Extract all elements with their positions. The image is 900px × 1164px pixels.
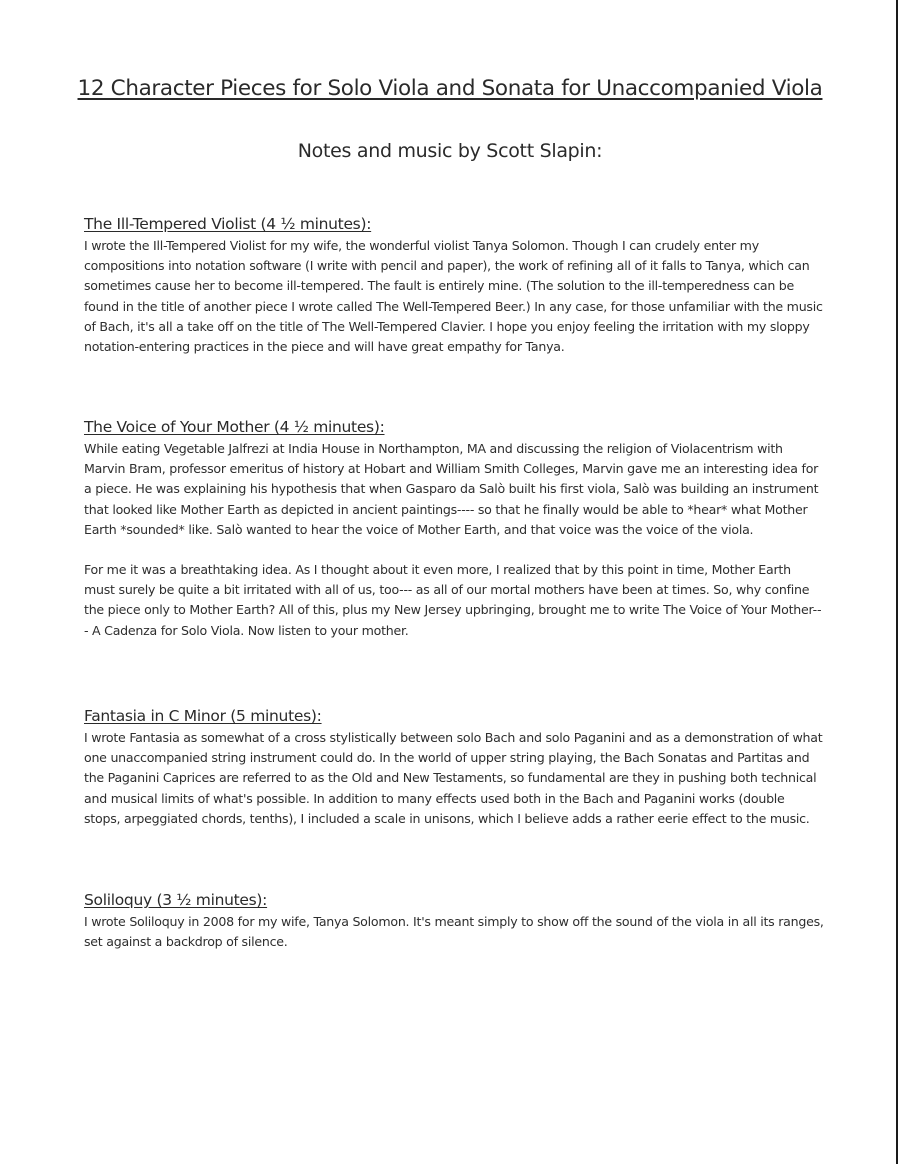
section-fantasia-in-c-minor [84, 706, 824, 829]
section-paragraph: For me it was a breathtaking idea. As I thought about it even more, I realized that by this point in time, Mother Earth must surely be quite a bit irritated with all of us, too--- as all of our mortal mothers have been at times. So, why confine the piece only to Mother Earth? All of this, plus my New Jersey upbringing, brought me to write The Voice of Your Mother--- A Cadenza for Solo Viola. Now listen to your mother. [84, 562, 822, 638]
section-paragraph: I wrote Fantasia as somewhat of a cross stylistically between solo Bach and solo Paganini and as a demonstration of what one unaccompanied string instrument could do. In the world of upper string playing, the Bach Sonatas and Partitas and the Paganini Caprices are referred to as the Old and New Testaments, so fundamental are they in pushing both technical and musical limits of what's possible. In addition to many effects used both in the Bach and Paganini works (double stops, arpeggiated chords, tenths), I included a scale in unisons, which I believe adds a rather eerie effect to the music. [84, 730, 823, 826]
section-heading: The Ill-Tempered Violist (4 ½ minutes): [84, 215, 372, 233]
document-title: 12 Character Pieces for Solo Viola and Sonata for Unaccompanied Viola [77, 76, 823, 101]
section-soliloquy [84, 890, 824, 952]
section-ill-tempered-violist [84, 214, 824, 357]
section-paragraph: I wrote Soliloquy in 2008 for my wife, Tanya Solomon. It's meant simply to show off the sound of the viola in all its ranges, set against a backdrop of silence. [84, 914, 824, 950]
section-heading: Soliloquy (3 ½ minutes): [84, 891, 268, 909]
document-subtitle: Notes and music by Scott Slapin: [297, 140, 603, 162]
section-paragraph: I wrote the Ill-Tempered Violist for my wife, the wonderful violist Tanya Solomon. Though I can crudely enter my compositions into notation software (I write with pencil and paper), the work of refining all of it falls to Tanya, which can sometimes cause her to become ill-tempered. The fault is entirely mine. (The solution to the ill-temperedness can be found in the title of another piece I wrote called The Well-Tempered Beer.) In any case, for those unfamiliar with the music of Bach, it's all a take off on the title of The Well-Tempered Clavier. I hope you enjoy feeling the irritation with my sloppy notation-entering practices in the piece and will have great empathy for Tanya. [84, 238, 823, 355]
section-heading: The Voice of Your Mother (4 ½ minutes): [84, 418, 385, 436]
section-voice-of-your-mother [84, 417, 824, 641]
section-paragraph: While eating Vegetable Jalfrezi at India House in Northampton, MA and discussing the religion of Violacentrism with Marvin Bram, professor emeritus of history at Hobart and William Smith Colleges, Marvin gave me an interesting idea for a piece. He was explaining his hypothesis that when Gasparo da Salò built his first viola, Salò was building an instrument that looked like Mother Earth as depicted in ancient paintings---- so that he finally would be able to *hear* what Mother Earth *sounded* like. Salò wanted to hear the voice of Mother Earth, and that voice was the voice of the viola. [84, 441, 819, 537]
section-heading: Fantasia in C Minor (5 minutes): [84, 707, 322, 725]
